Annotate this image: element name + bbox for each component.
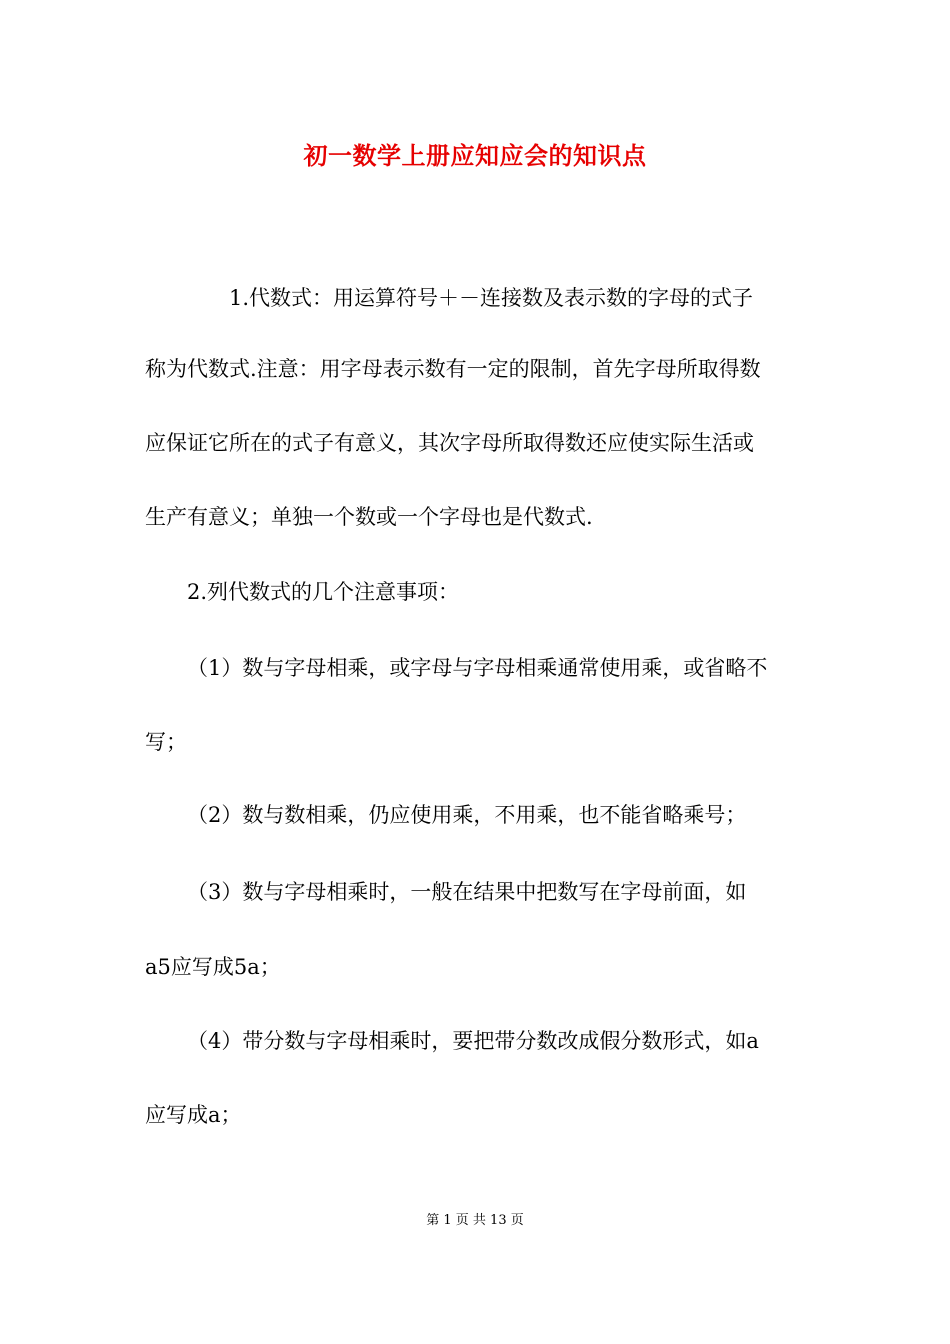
paragraph-line: 写；	[145, 730, 187, 754]
paragraph-line: 称为代数式.注意：用字母表示数有一定的限制，首先字母所取得数	[145, 357, 761, 381]
paragraph-line: 2.列代数式的几个注意事项：	[187, 580, 460, 604]
paragraph-line: 生产有意义；单独一个数或一个字母也是代数式.	[145, 505, 593, 529]
paragraph-line: （3）数与字母相乘时，一般在结果中把数写在字母前面，如	[187, 880, 747, 904]
paragraph-line: a5应写成5a；	[145, 955, 281, 979]
paragraph-line: （1）数与字母相乘，或字母与字母相乘通常使用乘，或省略不	[187, 656, 768, 680]
paragraph-line: 1.代数式：用运算符号＋－连接数及表示数的字母的式子	[229, 286, 754, 310]
paragraph-line: （4）带分数与字母相乘时，要把带分数改成假分数形式，如a	[187, 1029, 759, 1053]
document-title: 初一数学上册应知应会的知识点	[303, 141, 647, 170]
paragraph-line: （2）数与数相乘，仍应使用乘，不用乘，也不能省略乘号；	[187, 803, 747, 827]
page-footer: 第 1 页 共 13 页	[426, 1213, 524, 1228]
paragraph-line: 应写成a；	[145, 1103, 242, 1127]
paragraph-line: 应保证它所在的式子有意义，其次字母所取得数还应使实际生活或	[145, 431, 754, 455]
